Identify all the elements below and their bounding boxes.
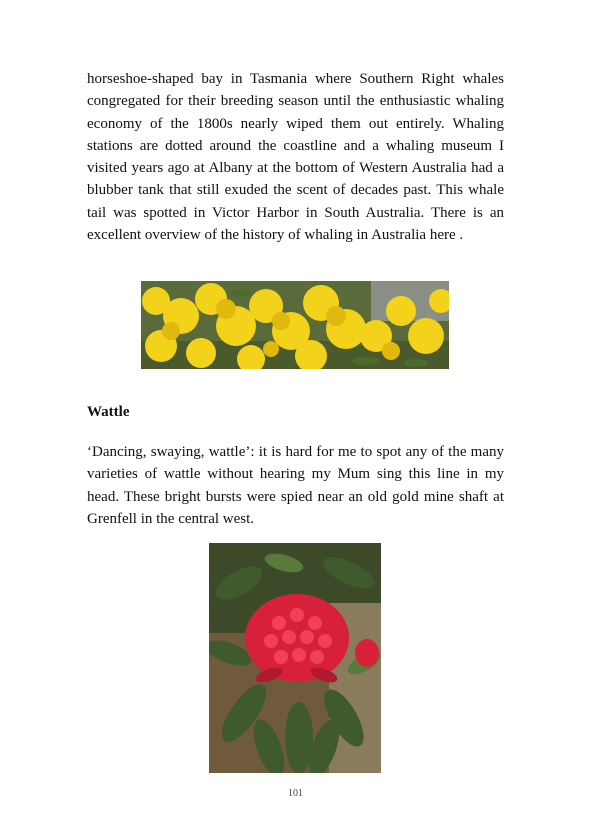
whaling-paragraph: horseshoe-shaped bay in Tasmania where Southern Right whales congregated for their breeding season until the enthusiastic whaling economy of the 1800s nearly wiped them out entirely. Whaling stations are dotted around the coastline and a whaling museum I visited years ago at Albany at the bottom of Western Australia had a blubber tank that still exuded the scent of decades past. This whale tail was spotted in Victor Harbor in South Australia. There is an excellent overview of the history of whaling in Australia here . bbox=[87, 71, 504, 244]
section-heading: Wattle bbox=[87, 404, 130, 420]
wattle-photo bbox=[141, 281, 449, 369]
waratah-photo bbox=[209, 543, 381, 773]
page-number: 101 bbox=[288, 788, 303, 799]
wattle-paragraph: ‘Dancing, swaying, wattle’: it is hard for me to spot any of the many varieties of wattle without hearing my Mum sing this line in my head. These bright bursts were spied near an old gold mine shaft at Grenfell in the central west. bbox=[87, 444, 504, 527]
